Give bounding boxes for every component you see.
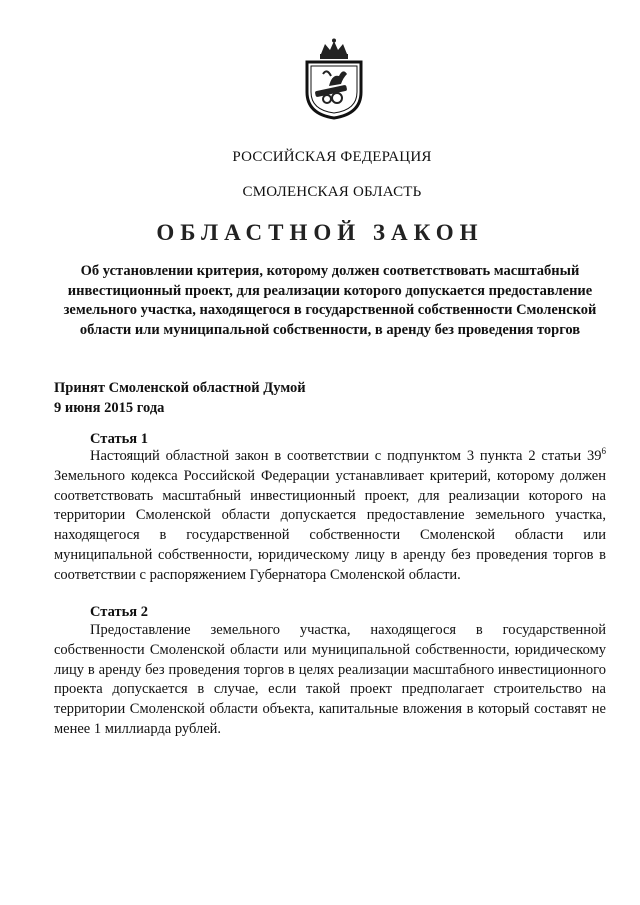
article-1-text bbox=[54, 447, 606, 586]
article-1-heading: Статья 1 bbox=[90, 431, 148, 447]
adoption-block bbox=[54, 378, 306, 418]
adoption-authority: Принят Смоленской областной Думой bbox=[54, 380, 306, 396]
document-type-heading: ОБЛАСТНОЙ ЗАКОН bbox=[156, 220, 484, 245]
smolensk-coat-of-arms-icon bbox=[299, 38, 369, 120]
article-2-text: Предоставление земельного участка, находящегося в государственной собственности Смоленской области или муниципальной собственности, юридическому лицу в аренду без проведения торгов в целях реализации масштабного инвестиционного проекта допускается в случае, если такой проект предполагает строительство на территории Смоленской области объекта, капитальные вложения в который составят не менее 1 миллиарда рублей. bbox=[54, 622, 606, 737]
article-number-superscript: 6 bbox=[601, 446, 606, 457]
region-heading: СМОЛЕНСКАЯ ОБЛАСТЬ bbox=[242, 184, 422, 200]
article-2-heading: Статья 2 bbox=[90, 604, 148, 620]
law-title: Об установлении критерия, которому должен соответствовать масштабный инвестиционный проект, для реализации которого допускается предоставление земельного участка, находящегося в государственной собственности Смоленской области или муниципальной собственности, в аренду без проведения торгов bbox=[63, 263, 597, 338]
article-1-text-part-2: Земельного кодекса Российской Федерации устанавливает критерий, которому должен соответствовать масштабный инвестиционный проект, для реализации которого на территории Смоленской области допускается предоставление земельного участка, находящегося в государственной собственности Смоленской области или муниципальной собственности, юридическому лицу в аренду без проведения торгов в соответствии с распоряжением Губернатора Смоленской области. bbox=[54, 467, 606, 583]
adoption-date: 9 июня 2015 года bbox=[54, 400, 165, 416]
country-heading: РОССИЙСКАЯ ФЕДЕРАЦИЯ bbox=[232, 149, 432, 165]
article-1-text-part-1: Настоящий областной закон в соответствии с подпунктом 3 пункта 2 статьи 39 bbox=[90, 448, 602, 464]
